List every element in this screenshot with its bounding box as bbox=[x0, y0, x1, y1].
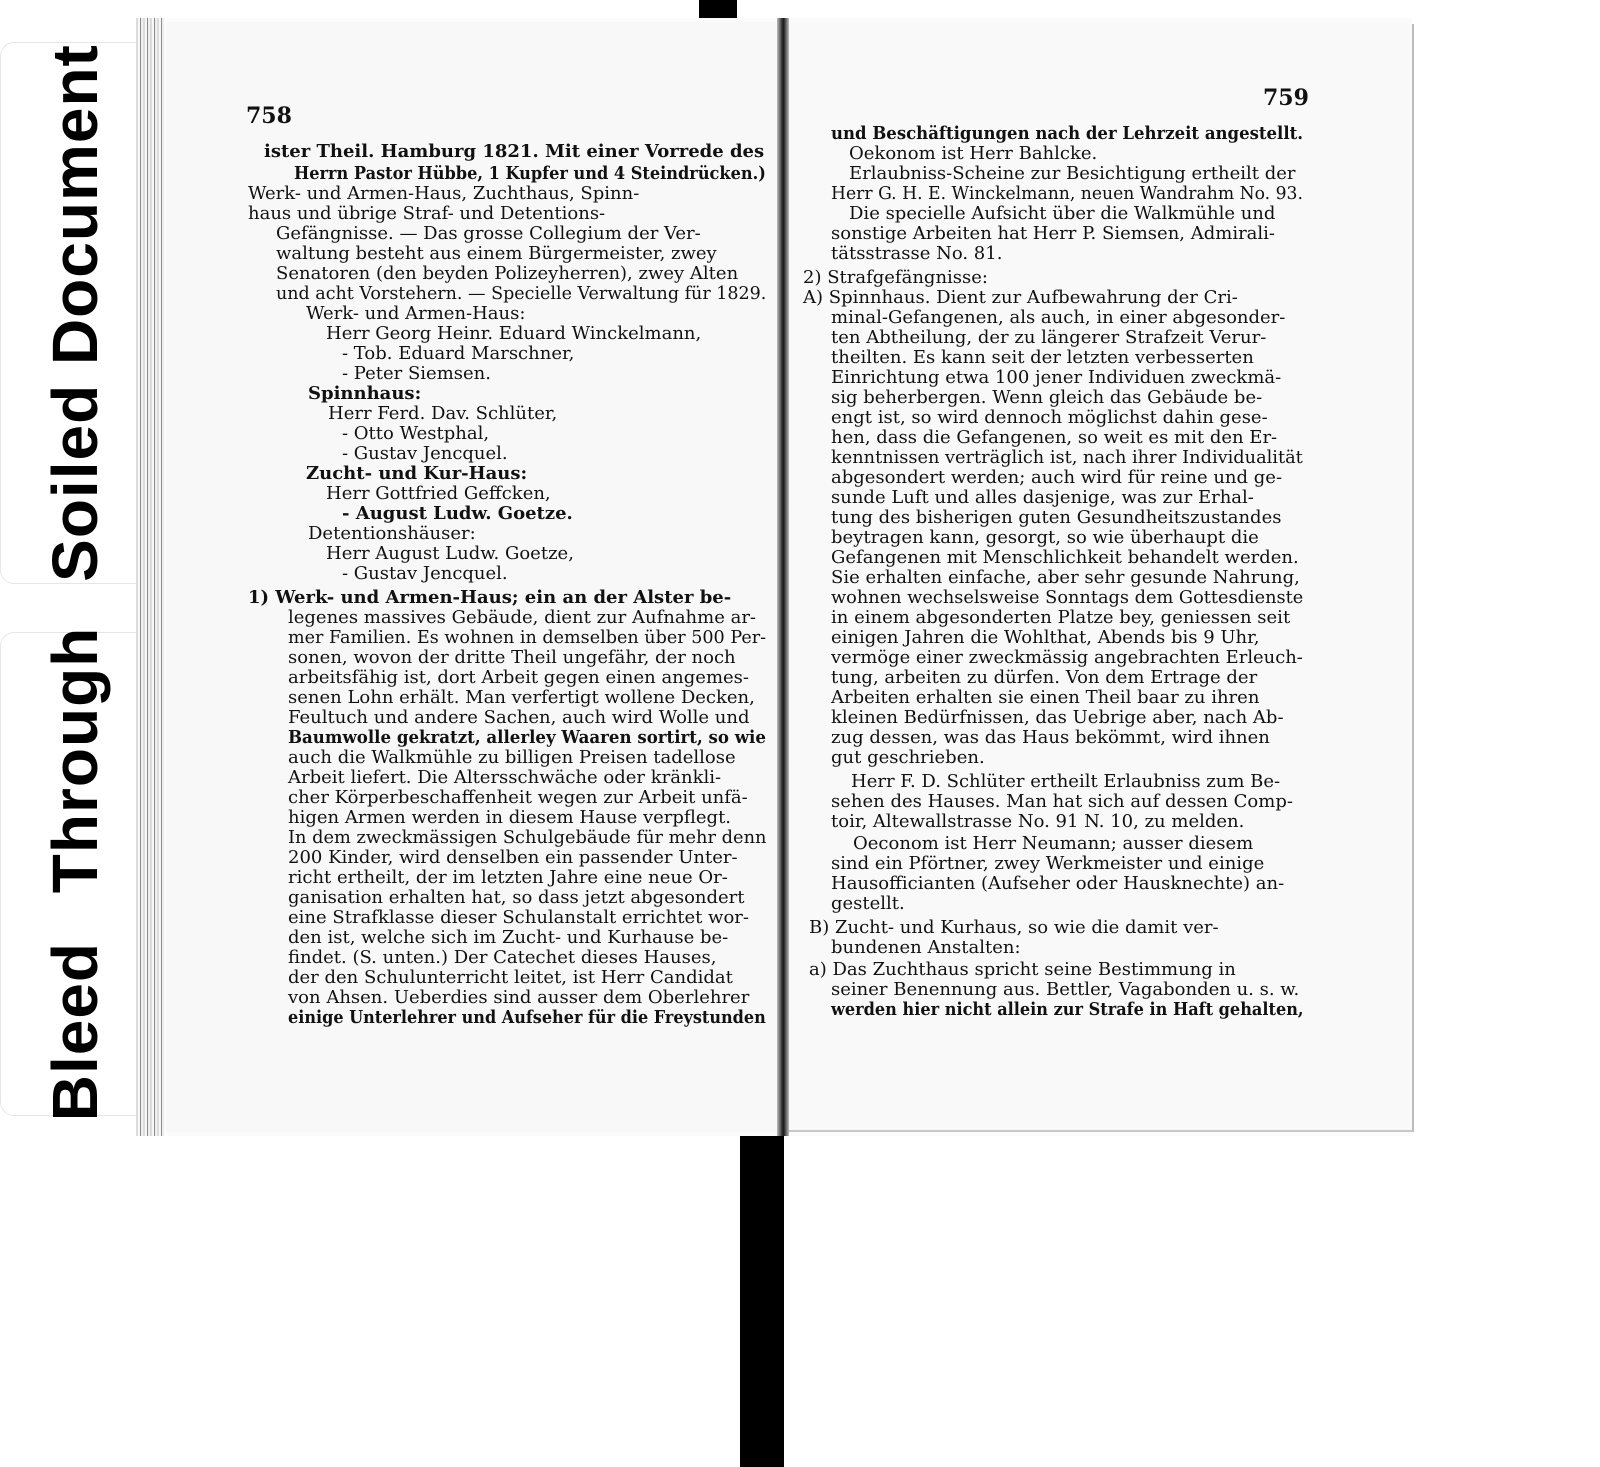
text-line: - Otto Westphal, bbox=[342, 423, 490, 444]
spine-marker-bottom bbox=[740, 1128, 784, 1467]
text-line: Hausofficianten (Aufseher oder Hausknechte) an- bbox=[831, 873, 1285, 894]
left-page bbox=[166, 22, 777, 1132]
text-line: einige Unterlehrer und Aufseher für die Freystunden bbox=[288, 1007, 766, 1028]
text-line: toir, Altewallstrasse No. 91 N. 10, zu melden. bbox=[831, 811, 1245, 832]
text-line: Detentionshäuser: bbox=[308, 523, 476, 544]
text-line: Herr Gottfried Geffcken, bbox=[326, 483, 551, 504]
text-line: Werk- und Armen-Haus: bbox=[306, 303, 526, 324]
text-line: Senatoren (den beyden Polizeyherren), zwey Alten bbox=[276, 263, 739, 284]
text-line: tung, arbeiten zu dürfen. Von dem Ertrage der bbox=[831, 667, 1258, 688]
text-line: auch die Walkmühle zu billigen Preisen tadellose bbox=[288, 747, 736, 768]
text-line: Werk- und Armen-Haus, Zuchthaus, Spinn- bbox=[248, 183, 640, 204]
text-line: sonstige Arbeiten hat Herr P. Siemsen, Admirali- bbox=[831, 223, 1276, 244]
text-line: Arbeit liefert. Die Altersschwäche oder kränkli- bbox=[288, 767, 722, 788]
right-page bbox=[789, 24, 1414, 1132]
text-line: - Gustav Jencquel. bbox=[342, 443, 508, 464]
text-line: Feultuch und andere Sachen, auch wird Wolle und bbox=[288, 707, 750, 728]
text-line: den ist, welche sich im Zucht- und Kurhause be- bbox=[288, 927, 729, 948]
text-line: seiner Benennung aus. Bettler, Vagabonden u. s. w. bbox=[831, 979, 1300, 1000]
text-line: sonen, wovon der dritte Theil ungefähr, der noch bbox=[288, 647, 736, 668]
text-line: - Gustav Jencquel. bbox=[342, 563, 508, 584]
text-line: Erlaubniss-Scheine zur Besichtigung ertheilt der bbox=[849, 163, 1296, 184]
text-line: theilten. Es kann seit der letzten verbesserten bbox=[831, 347, 1254, 368]
text-line: 200 Kinder, wird denselben ein passender Unter- bbox=[288, 847, 738, 868]
book-gutter bbox=[777, 18, 789, 1136]
text-line: Herr Georg Heinr. Eduard Winckelmann, bbox=[326, 323, 702, 344]
text-line: und Beschäftigungen nach der Lehrzeit angestellt. bbox=[831, 123, 1303, 144]
text-line: Oeconom ist Herr Neumann; ausser diesem bbox=[853, 833, 1254, 854]
text-line: - Peter Siemsen. bbox=[342, 363, 491, 384]
text-line: Herrn Pastor Hübbe, 1 Kupfer und 4 Steindrücken.) bbox=[294, 163, 766, 184]
text-line: engt ist, so wird dennoch möglichst dahin gese- bbox=[831, 407, 1268, 428]
text-line: Baumwolle gekratzt, allerley Waaren sortirt, so wie bbox=[288, 727, 766, 748]
text-line: a) Das Zuchthaus spricht seine Bestimmung in bbox=[809, 959, 1236, 980]
text-line: Sie erhalten einfache, aber sehr gesunde Nahrung, bbox=[831, 567, 1300, 588]
text-line: Gefangenen mit Menschlichkeit behandelt werden. bbox=[831, 547, 1299, 568]
text-line: hen, dass die Gefangenen, so weit es mit den Er- bbox=[831, 427, 1278, 448]
left-page-number: 758 bbox=[246, 103, 292, 129]
text-line: zug dessen, was das Haus bekömmt, wird ihnen bbox=[831, 727, 1270, 748]
soiled-document-label-box bbox=[0, 42, 150, 584]
text-line: haus und übrige Straf- und Detentions- bbox=[248, 203, 606, 224]
text-line: Herr F. D. Schlüter ertheilt Erlaubniss zum Be- bbox=[851, 771, 1281, 792]
text-line: - August Ludw. Goetze. bbox=[342, 503, 573, 524]
text-line: Herr G. H. E. Winckelmann, neuen Wandrahm No. 93. bbox=[831, 183, 1303, 204]
text-line: ten Abtheilung, der zu längerer Strafzeit Verur- bbox=[831, 327, 1267, 348]
soiled-document-label: Soiled Document bbox=[39, 44, 111, 582]
text-line: Herr August Ludw. Goetze, bbox=[326, 543, 574, 564]
text-line: bundenen Anstalten: bbox=[831, 937, 1021, 958]
text-line: findet. (S. unten.) Der Catechet dieses Hauses, bbox=[288, 947, 717, 968]
text-line: B) Zucht- und Kurhaus, so wie die damit ver- bbox=[809, 917, 1219, 938]
right-page-number: 759 bbox=[1263, 85, 1309, 111]
text-line: Einrichtung etwa 100 jener Individuen zweckmä- bbox=[831, 367, 1282, 388]
open-book bbox=[136, 18, 1412, 1136]
text-line: sind ein Pförtner, zwey Werkmeister und einige bbox=[831, 853, 1265, 874]
text-line: ganisation erhalten hat, so dass jetzt abgesondert bbox=[288, 887, 745, 908]
text-line: gut geschrieben. bbox=[831, 747, 985, 768]
text-line: beytragen kann, gesorgt, so wie überhaupt die bbox=[831, 527, 1259, 548]
text-line: 1) Werk- und Armen-Haus; ein an der Alster be- bbox=[248, 587, 732, 608]
text-line: senen Lohn erhält. Man verfertigt wollene Decken, bbox=[288, 687, 755, 708]
text-line: Gefängnisse. — Das grosse Collegium der Ver- bbox=[276, 223, 701, 244]
spine-marker-top bbox=[699, 0, 737, 20]
text-line: eine Strafklasse dieser Schulanstalt errichtet wor- bbox=[288, 907, 749, 928]
text-line: mer Familien. Es wohnen in demselben über 500 Per- bbox=[288, 627, 767, 648]
text-line: tung des bisherigen guten Gesundheitszustandes bbox=[831, 507, 1282, 528]
text-line: richt ertheilt, der im letzten Jahre eine neue Or- bbox=[288, 867, 728, 888]
text-line: minal-Gefangenen, als auch, in einer abgesonder- bbox=[831, 307, 1286, 328]
bleed-through-label-box bbox=[0, 626, 150, 1122]
text-line: einigen Jahren die Wohlthat, Abends bis 9 Uhr, bbox=[831, 627, 1260, 648]
text-line: gestellt. bbox=[831, 893, 905, 914]
text-line: sunde Luft und alles dasjenige, was zur Erhal- bbox=[831, 487, 1254, 508]
text-line: kleinen Bedürfnissen, das Uebrige aber, nach Ab- bbox=[831, 707, 1284, 728]
text-line: higen Armen werden in diesem Hause verpflegt. bbox=[288, 807, 732, 828]
text-line: In dem zweckmässigen Schulgebäude für mehr denn bbox=[288, 827, 767, 848]
text-line: Oekonom ist Herr Bahlcke. bbox=[849, 143, 1098, 164]
text-line: legenes massives Gebäude, dient zur Aufnahme ar- bbox=[288, 607, 757, 628]
text-line: abgesondert werden; auch wird für reine und ge- bbox=[831, 467, 1283, 488]
text-line: vermöge einer zweckmässig angebrachten Erleuch- bbox=[831, 647, 1303, 668]
text-line: sig beherbergen. Wenn gleich das Gebäude be- bbox=[831, 387, 1263, 408]
text-line: Arbeiten erhalten sie einen Theil baar zu ihren bbox=[831, 687, 1260, 708]
text-line: Zucht- und Kur-Haus: bbox=[306, 463, 528, 484]
text-line: Spinnhaus: bbox=[308, 383, 422, 404]
text-line: sehen des Hauses. Man hat sich auf dessen Comp- bbox=[831, 791, 1293, 812]
text-line: - Tob. Eduard Marschner, bbox=[342, 343, 575, 364]
text-line: und acht Vorstehern. — Specielle Verwaltung für 1829. bbox=[276, 283, 767, 304]
text-line: cher Körperbeschaffenheit wegen zur Arbeit unfä- bbox=[288, 787, 748, 808]
text-line: ister Theil. Hamburg 1821. Mit einer Vorrede des bbox=[264, 141, 765, 162]
bleed-through-label: Bleed Through bbox=[39, 626, 111, 1122]
text-line: in einem abgesonderten Platze bey, geniessen seit bbox=[831, 607, 1291, 628]
text-line: wohnen wechselsweise Sonntags dem Gottesdienste bbox=[831, 587, 1304, 608]
text-line: Herr Ferd. Dav. Schlüter, bbox=[328, 403, 558, 424]
text-line: arbeitsfähig ist, dort Arbeit gegen einen angemes- bbox=[288, 667, 749, 688]
text-line: tätsstrasse No. 81. bbox=[831, 243, 1003, 264]
text-line: von Ahsen. Ueberdies sind ausser dem Oberlehrer bbox=[288, 987, 750, 1008]
text-line: kenntnissen verträglich ist, nach ihrer Individualität bbox=[831, 447, 1303, 468]
page-edges bbox=[136, 18, 164, 1136]
text-line: der den Schulunterricht leitet, ist Herr Candidat bbox=[288, 967, 733, 988]
text-line: 2) Strafgefängnisse: bbox=[803, 267, 988, 288]
text-line: A) Spinnhaus. Dient zur Aufbewahrung der Cri- bbox=[803, 287, 1238, 308]
text-line: waltung besteht aus einem Bürgermeister, zwey bbox=[276, 243, 717, 264]
text-line: werden hier nicht allein zur Strafe in Haft gehalten, bbox=[831, 999, 1304, 1020]
text-line: Die specielle Aufsicht über die Walkmühle und bbox=[849, 203, 1276, 224]
